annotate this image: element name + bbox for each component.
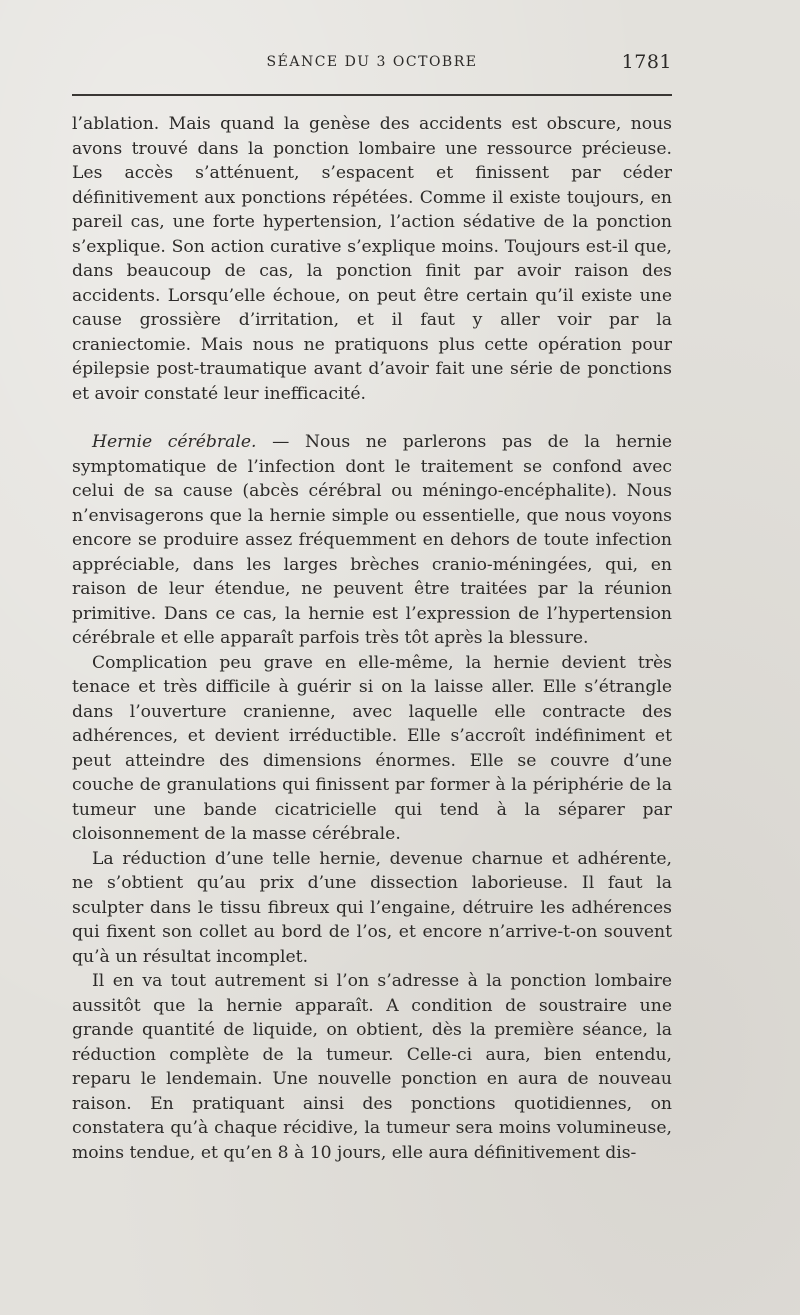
section-dash: — bbox=[256, 432, 305, 452]
paragraph-continued: l’ablation. Mais quand la genèse des accidents est obscure, nous avons trouvé dans la ponction lombaire une ressource précieuse. Les accès s’atténuent, s’espacent et finissent par céder définitivement aux ponctions répétées. Comme il existe toujours, en pareil cas, une forte hypertension, l’action sédative de la ponction s’explique. Son action curative s’explique moins. Toujours est-il que, dans beaucoup de cas, la ponction finit par avoir raison des accidents. Lorsqu’elle échoue, on peut être certain qu’il existe une cause grossière d’irritation, et il faut y aller voir par la craniectomie. Mais nous ne pratiquons plus cette opération pour épilepsie post-traumatique avant d’avoir fait une série de ponctions et avoir constaté leur inefficacité. bbox=[72, 114, 672, 404]
body-text bbox=[72, 112, 672, 1165]
page-number: 1781 bbox=[621, 51, 672, 73]
running-head: SÉANCE DU 3 OCTOBRE bbox=[266, 54, 478, 70]
page-header bbox=[72, 51, 672, 80]
section-title: Hernie cérébrale. bbox=[92, 432, 257, 452]
paragraph: La réduction d’une telle hernie, devenue charnue et adhérente, ne s’obtient qu’au prix d’une dissection laborieuse. Il faut la sculpter dans le tissu fibreux qui l’engaine, détruire les adhérences qui fixent son collet au bord de l’os, et encore n’arrive-t-on souvent qu’à un résultat incomplet. bbox=[72, 848, 672, 967]
section-gap bbox=[72, 406, 672, 430]
paragraph: Il en va tout autrement si l’on s’adresse à la ponction lombaire aussitôt que la hernie apparaît. A condition de soustraire une grande quantité de liquide, on obtient, dès la première séance, la réduction complète de la tumeur. Celle-ci aura, bien entendu, reparu le lendemain. Une nouvelle ponction en aura de nouveau raison. En pratiquant ainsi des ponctions quotidiennes, on constatera qu’à chaque récidive, la tumeur sera moins volumineuse, moins tendue, et qu’en 8 à 10 jours, elle aura définitivement dis- bbox=[72, 971, 672, 1163]
section-first-paragraph-text: Nous ne parlerons pas de la hernie symptomatique de l’infection dont le traitement se confond avec celui de sa cause (abcès cérébral ou méningo-encéphalite). Nous n’envisagerons que la hernie simple ou essentielle, que nous voyons encore se produire assez fréquemment en dehors de toute infection appréciable, dans les larges brèches cranio-méningées, qui, en raison de leur étendue, ne peuvent être traitées par la réunion primitive. Dans ce cas, la hernie est l’expression de l’hypertension cérébrale et elle apparaît parfois très tôt après la blessure. bbox=[72, 432, 672, 648]
section-first-paragraph bbox=[72, 430, 672, 651]
header-rule bbox=[72, 94, 672, 96]
paragraph: Complication peu grave en elle-même, la hernie devient très tenace et très difficile à guérir si on la laisse aller. Elle s’étrangle dans l’ouverture cranienne, avec laquelle elle contracte des adhérences, et devient irréductible. Elle s’accroît indéfiniment et peut atteindre des dimensions énormes. Elle se couvre d’une couche de granulations qui finissent par former à la périphérie de la tumeur une bande cicatricielle qui tend à la séparer par cloisonnement de la masse cérébrale. bbox=[72, 652, 672, 844]
